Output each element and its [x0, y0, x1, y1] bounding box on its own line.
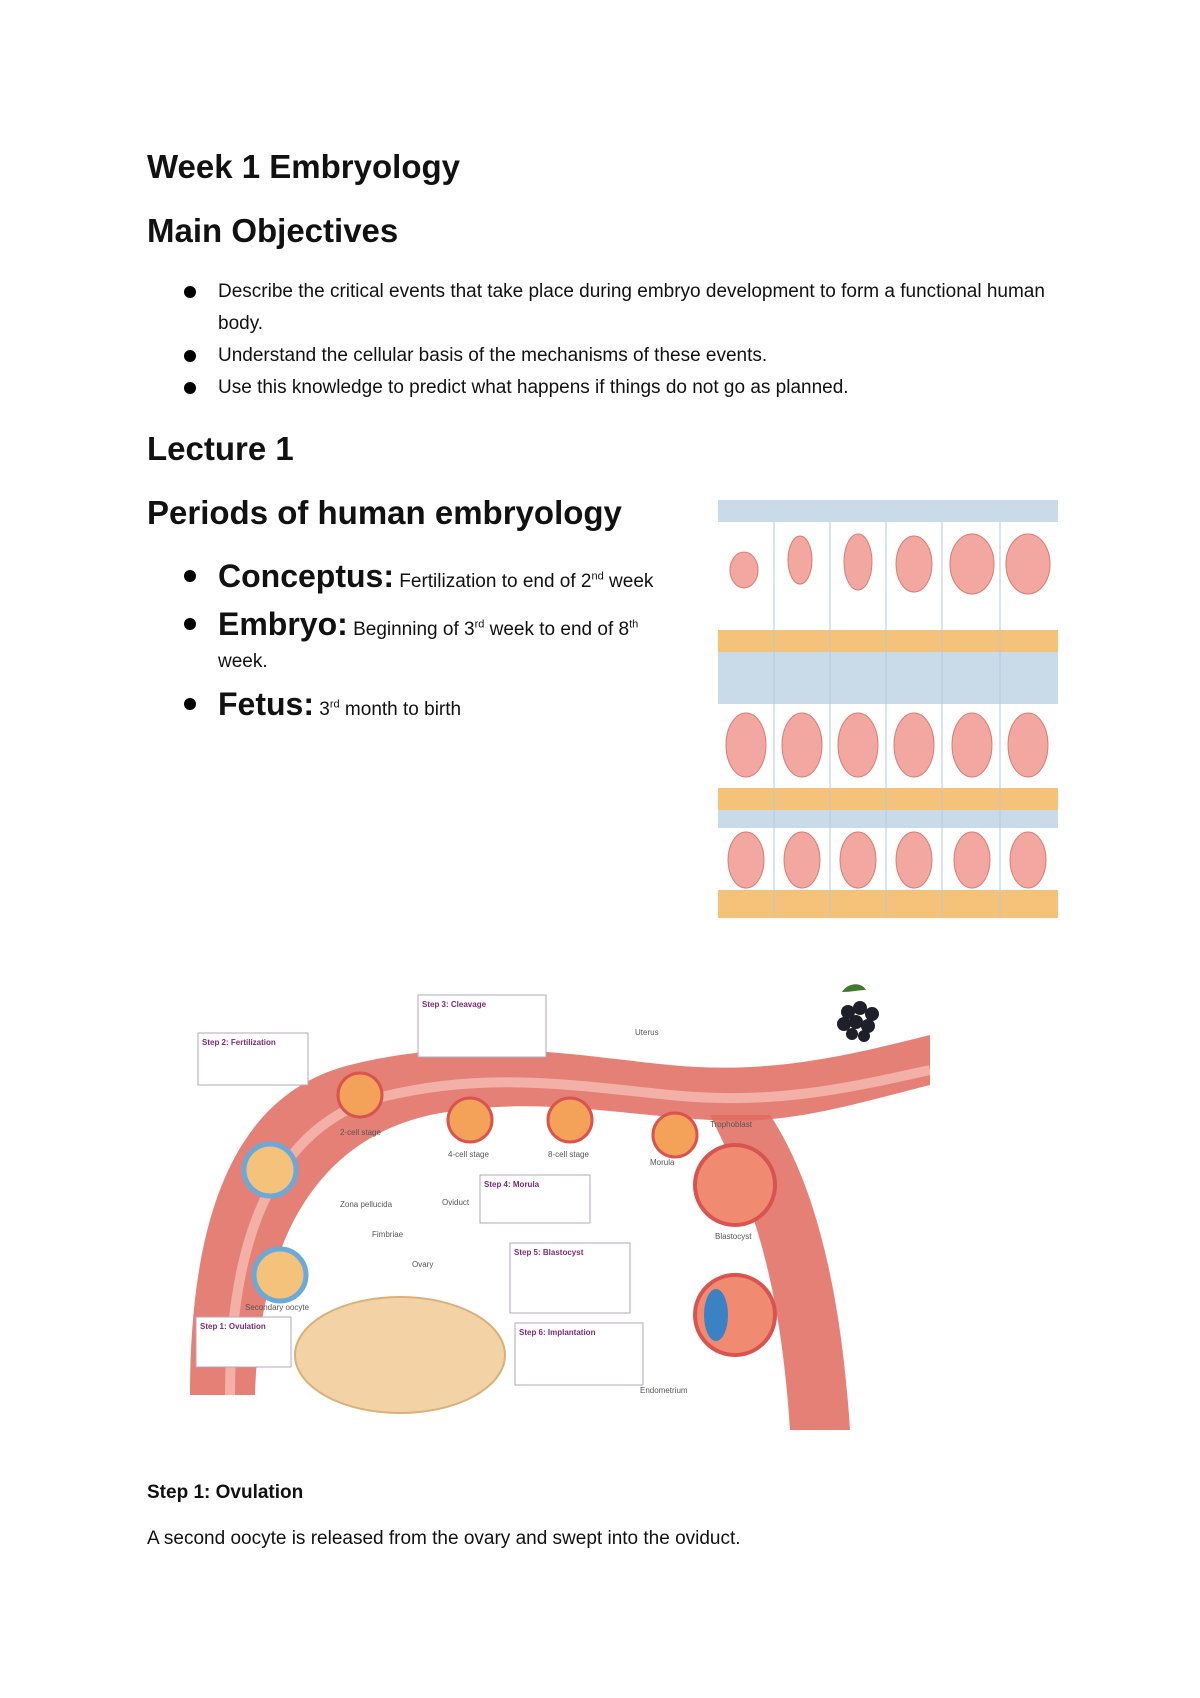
bullet-icon	[184, 286, 196, 298]
bullet-icon	[184, 618, 196, 630]
objectives-list	[180, 276, 1080, 404]
list-item: Fetus: 3rd month to birth	[180, 688, 680, 726]
bullet-icon	[184, 570, 196, 582]
diagram-label: Step 3: Cleavage	[422, 1000, 487, 1009]
diagram-label: 4-cell stage	[448, 1150, 489, 1159]
page-title: Week 1 Embryology	[147, 148, 461, 185]
bullet-icon	[184, 350, 196, 362]
list-item: Understand the cellular basis of the mechanisms of these events.	[180, 340, 1080, 372]
diagram-label: Step 5: Blastocyst	[514, 1248, 584, 1257]
diagram-label: Step 1: Ovulation	[200, 1322, 266, 1331]
embryo-timeline-image	[718, 500, 1058, 918]
diagram-label: Step 2: Fertilization	[202, 1038, 276, 1047]
blackberry-image	[822, 978, 894, 1050]
list-item: Conceptus: Fertilization to end of 2nd week	[180, 560, 680, 598]
step1-text: A second oocyte is released from the ovary and swept into the oviduct.	[147, 1528, 741, 1549]
bullet-icon	[184, 698, 196, 710]
diagram-label: Endometrium	[640, 1386, 688, 1395]
step1-heading: Step 1: Ovulation	[147, 1482, 304, 1503]
periods-list	[180, 560, 680, 736]
diagram-label: 2-cell stage	[340, 1128, 381, 1137]
diagram-label: Fimbriae	[372, 1230, 404, 1239]
diagram-label: 8-cell stage	[548, 1150, 589, 1159]
diagram-label: Step 4: Morula	[484, 1180, 540, 1189]
diagram-label: Uterus	[635, 1028, 659, 1037]
periods-heading: Periods of human embryology	[147, 494, 622, 531]
diagram-label: Secondary oocyte	[245, 1303, 310, 1312]
list-item: Embryo: Beginning of 3rd week to end of 8th week.	[180, 608, 680, 678]
list-item: Use this knowledge to predict what happens if things do not go as planned.	[180, 372, 1080, 404]
bullet-icon	[184, 382, 196, 394]
diagram-label: Zona pellucida	[340, 1200, 393, 1209]
diagram-label: Trophoblast	[710, 1120, 752, 1129]
objectives-heading: Main Objectives	[147, 212, 399, 249]
diagram-label: Blastocyst	[715, 1232, 752, 1241]
diagram-label: Step 6: Implantation	[519, 1328, 596, 1337]
fertilization-cycle-diagram	[150, 975, 930, 1430]
diagram-label: Ovary	[412, 1260, 434, 1269]
diagram-label: Oviduct	[442, 1198, 470, 1207]
list-item: Describe the critical events that take place during embryo development to form a functional human body.	[180, 276, 1080, 340]
diagram-label: Morula	[650, 1158, 675, 1167]
lecture-heading: Lecture 1	[147, 430, 294, 467]
